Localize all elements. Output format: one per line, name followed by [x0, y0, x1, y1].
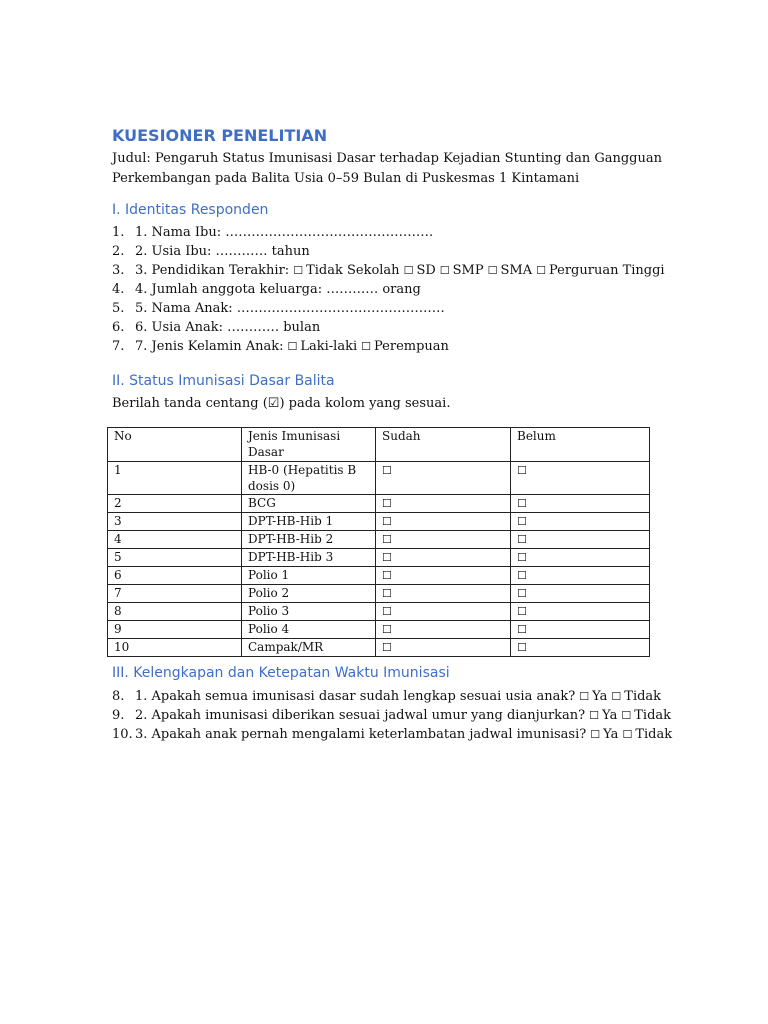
option-label: Tidak	[634, 708, 672, 723]
item-text: 3. Pendidikan Terakhir:	[135, 263, 290, 278]
option-label: Perguruan Tinggi	[548, 263, 665, 278]
section-heading-status-imunisasi: II. Status Imunisasi Dasar Balita	[112, 373, 335, 389]
item-text: 6. Usia Anak: ………… bulan	[135, 320, 321, 335]
section-heading-kelengkapan: III. Kelengkapan dan Ketepatan Waktu Imunisasi	[112, 665, 450, 681]
page-title: KUESIONER PENELITIAN	[112, 126, 328, 145]
cell-no: 7	[108, 585, 242, 603]
item-number: 1.	[112, 225, 125, 240]
section-heading-identitas: I. Identitas Responden	[112, 202, 269, 218]
cell-sudah	[376, 549, 511, 567]
item-text: 3. Apakah anak pernah mengalami keterlambatan jadwal imunisasi?	[135, 727, 587, 742]
sudah-checkbox[interactable]: ☐	[382, 623, 392, 636]
option-label: Ya	[603, 727, 619, 742]
checkbox-option[interactable]: ☐	[579, 690, 590, 703]
checkbox-option[interactable]: ☐	[590, 728, 601, 741]
checkbox-option[interactable]: ☐	[403, 264, 414, 277]
belum-checkbox[interactable]: ☐	[517, 464, 527, 477]
cell-sudah	[376, 603, 511, 621]
belum-checkbox[interactable]: ☐	[517, 533, 527, 546]
table-row	[108, 549, 650, 567]
table-row	[108, 531, 650, 549]
subtitle-line: Perkembangan pada Balita Usia 0–59 Bulan di Puskesmas 1 Kintamani	[112, 171, 580, 186]
cell-belum	[511, 495, 650, 513]
kelengkapan-list	[112, 687, 672, 744]
checkbox-option[interactable]: ☐	[293, 264, 304, 277]
checkbox-option[interactable]: ☐	[589, 709, 600, 722]
checkbox-option[interactable]: ☐	[487, 264, 498, 277]
option-label: Ya	[602, 708, 618, 723]
list-item	[112, 337, 665, 356]
belum-checkbox[interactable]: ☐	[517, 515, 527, 528]
item-number: 9.	[112, 708, 125, 723]
checkbox-option[interactable]: ☐	[536, 264, 546, 277]
subtitle-line: Judul: Pengaruh Status Imunisasi Dasar terhadap Kejadian Stunting dan Gangguan	[112, 151, 662, 166]
list-item	[112, 725, 672, 744]
sudah-checkbox[interactable]: ☐	[382, 551, 392, 564]
item-number: 10.	[112, 727, 133, 742]
cell-no: 4	[108, 531, 242, 549]
belum-checkbox[interactable]: ☐	[517, 551, 527, 564]
list-item	[112, 687, 672, 706]
item-text: 5. Nama Anak: …………………………………………	[135, 301, 445, 316]
list-item	[112, 223, 665, 242]
option-label: Perempuan	[374, 339, 449, 354]
option-label: SD	[416, 263, 436, 278]
checkbox-option[interactable]: ☐	[622, 728, 633, 741]
research-subtitle	[112, 149, 672, 189]
list-item	[112, 299, 665, 318]
table-row	[108, 639, 650, 657]
table-row	[108, 603, 650, 621]
option-label: SMA	[500, 263, 533, 278]
checkbox-option[interactable]: ☐	[439, 264, 450, 277]
cell-sudah	[376, 495, 511, 513]
option-label: Tidak	[635, 727, 673, 742]
cell-no: 3	[108, 513, 242, 531]
cell-jenis: DPT-HB-Hib 3	[242, 549, 376, 567]
list-item	[112, 261, 665, 280]
cell-belum	[511, 639, 650, 657]
cell-sudah	[376, 639, 511, 657]
item-text: 1. Apakah semua imunisasi dasar sudah lengkap sesuai usia anak?	[135, 689, 576, 704]
cell-jenis: Polio 4	[242, 621, 376, 639]
list-item	[112, 318, 665, 337]
table-header-row	[108, 428, 650, 462]
cell-belum	[511, 567, 650, 585]
sudah-checkbox[interactable]: ☐	[382, 497, 392, 510]
cell-belum	[511, 621, 650, 639]
belum-checkbox[interactable]: ☐	[517, 497, 527, 510]
checkbox-option[interactable]: ☐	[361, 340, 372, 353]
list-item	[112, 280, 665, 299]
table-row	[108, 585, 650, 603]
cell-sudah	[376, 531, 511, 549]
belum-checkbox[interactable]: ☐	[517, 623, 527, 636]
item-text: 1. Nama Ibu: …………………………………………	[135, 225, 434, 240]
option-label: Tidak Sekolah	[306, 263, 400, 278]
belum-checkbox[interactable]: ☐	[517, 605, 527, 618]
cell-belum	[511, 603, 650, 621]
cell-no: 6	[108, 567, 242, 585]
cell-no: 5	[108, 549, 242, 567]
item-number: 5.	[112, 301, 125, 316]
sudah-checkbox[interactable]: ☐	[382, 587, 392, 600]
sudah-checkbox[interactable]: ☐	[382, 464, 392, 477]
belum-checkbox[interactable]: ☐	[517, 641, 527, 654]
cell-jenis: Polio 3	[242, 603, 376, 621]
item-text: 4. Jumlah anggota keluarga: ………… orang	[135, 282, 421, 297]
table-instruction: Berilah tanda centang (☑) pada kolom yang sesuai.	[112, 396, 451, 411]
item-text: 2. Usia Ibu: ………… tahun	[135, 244, 310, 259]
sudah-checkbox[interactable]: ☐	[382, 569, 392, 582]
table-row	[108, 513, 650, 531]
item-number: 4.	[112, 282, 125, 297]
cell-jenis: Campak/MR	[242, 639, 376, 657]
cell-sudah	[376, 462, 511, 495]
cell-sudah	[376, 567, 511, 585]
cell-sudah	[376, 621, 511, 639]
list-item	[112, 706, 672, 725]
checkbox-option[interactable]: ☐	[611, 690, 622, 703]
cell-jenis: BCG	[242, 495, 376, 513]
option-label: Ya	[592, 689, 608, 704]
table-row	[108, 462, 650, 495]
cell-jenis: HB-0 (Hepatitis B dosis 0)	[242, 462, 376, 495]
item-number: 7.	[112, 339, 125, 354]
sudah-checkbox[interactable]: ☐	[382, 605, 392, 618]
column-header-belum: Belum	[511, 428, 650, 462]
cell-jenis: Polio 1	[242, 567, 376, 585]
item-number: 3.	[112, 263, 125, 278]
cell-belum	[511, 585, 650, 603]
item-text: 7. Jenis Kelamin Anak:	[135, 339, 284, 354]
cell-sudah	[376, 513, 511, 531]
column-header-jenis: Jenis Imunisasi Dasar	[242, 428, 376, 462]
item-number: 8.	[112, 689, 125, 704]
item-number: 2.	[112, 244, 125, 259]
cell-belum	[511, 531, 650, 549]
sudah-checkbox[interactable]: ☐	[382, 533, 392, 546]
cell-jenis: DPT-HB-Hib 2	[242, 531, 376, 549]
option-label: Tidak	[624, 689, 662, 704]
cell-no: 9	[108, 621, 242, 639]
immunization-table	[107, 427, 650, 657]
cell-sudah	[376, 585, 511, 603]
belum-checkbox[interactable]: ☐	[517, 569, 527, 582]
checkbox-option[interactable]: ☐	[621, 709, 632, 722]
cell-no: 1	[108, 462, 242, 495]
cell-belum	[511, 513, 650, 531]
option-label: Laki-laki	[300, 339, 358, 354]
column-header-no: No	[108, 428, 242, 462]
cell-no: 2	[108, 495, 242, 513]
cell-belum	[511, 549, 650, 567]
cell-no: 8	[108, 603, 242, 621]
cell-jenis: Polio 2	[242, 585, 376, 603]
column-header-sudah: Sudah	[376, 428, 511, 462]
option-label: SMP	[452, 263, 484, 278]
belum-checkbox[interactable]: ☐	[517, 587, 527, 600]
sudah-checkbox[interactable]: ☐	[382, 641, 392, 654]
identitas-list	[112, 223, 665, 356]
checkbox-option[interactable]: ☐	[287, 340, 298, 353]
table-row	[108, 621, 650, 639]
item-text: 2. Apakah imunisasi diberikan sesuai jadwal umur yang dianjurkan?	[135, 708, 586, 723]
table-row	[108, 495, 650, 513]
table-row	[108, 567, 650, 585]
item-number: 6.	[112, 320, 125, 335]
cell-belum	[511, 462, 650, 495]
cell-no: 10	[108, 639, 242, 657]
sudah-checkbox[interactable]: ☐	[382, 515, 392, 528]
cell-jenis: DPT-HB-Hib 1	[242, 513, 376, 531]
list-item	[112, 242, 665, 261]
